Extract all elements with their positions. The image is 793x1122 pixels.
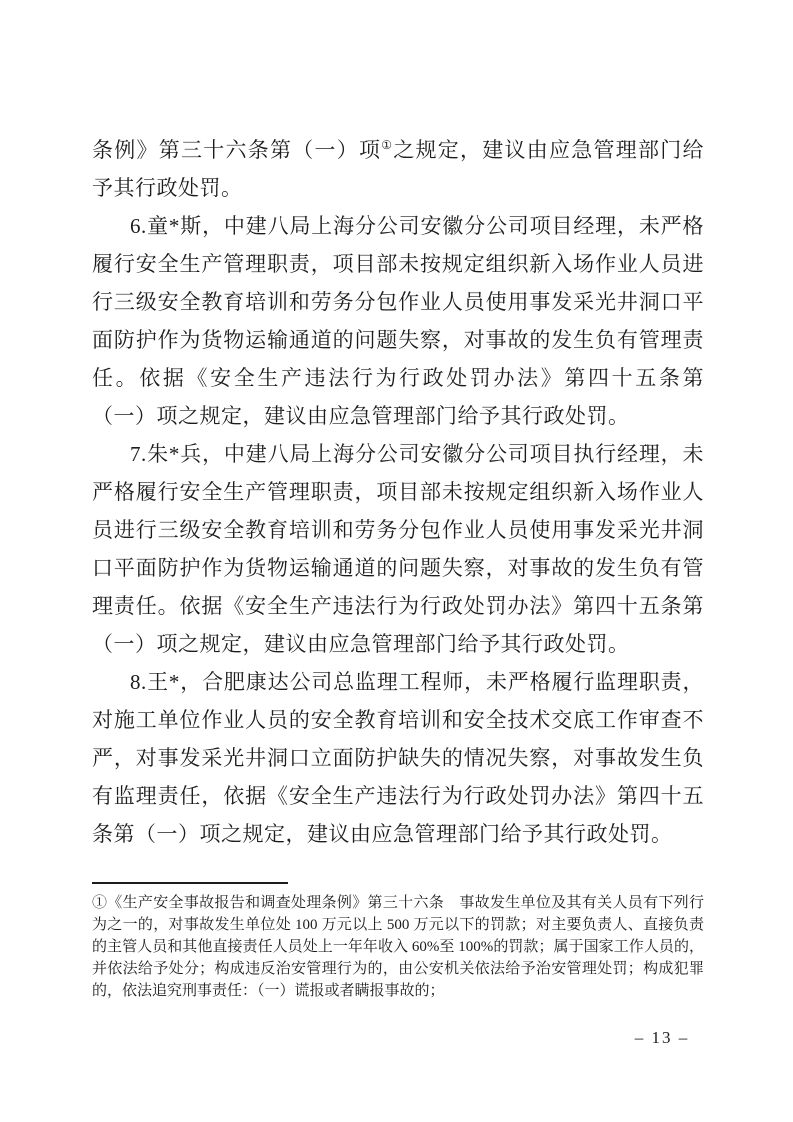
footnote-reference-mark: ① xyxy=(381,138,394,152)
paragraph-item-6: 6.童*斯，中建八局上海分公司安徽分公司项目经理，未严格履行安全生产管理职责，项目部未按规定组织新入场作业人员进行三级安全教育培训和劳务分包作业人员使用事发采光井洞口平面防护作为货物运输通道的问题失察，对事故的发生负有管理责任。依据《安全生产违法行为行政处罚办法》第四十五条第（一）项之规定，建议由应急管理部门给予其行政处罚。 xyxy=(92,214,704,428)
footnote-text: ①《生产安全事故报告和调查处理条例》第三十六条 事故发生单位及其有关人员有下列行为之一的，对事故发生单位处 100 万元以上 500 万元以下的罚款；对主要负责人、直接负责的主管人员和其他直接责任人员处上一年年收入 60%至 100%的罚款；属于国家工作人员的，并依法给予处分；构成违反治安管理行为的，由公安机关依法给予治安管理处罚；构成犯罪的，依法追究刑事责任：（一）谎报或者瞒报事故的； xyxy=(92,895,704,999)
document-body xyxy=(92,131,704,853)
paragraph-continuation xyxy=(92,131,704,207)
paragraph-item-8: 8.王*，合肥康达公司总监理工程师，未严格履行监理职责，对施工单位作业人员的安全教育培训和安全技术交底工作审查不严，对事发采光井洞口立面防护缺失的情况失察，对事故发生负有监理责任，依据《安全生产违法行为行政处罚办法》第四十五条第（一）项之规定，建议由应急管理部门给予其行政处罚。 xyxy=(92,670,704,846)
paragraph-item-7: 7.朱*兵，中建八局上海分公司安徽分公司项目执行经理，未严格履行安全生产管理职责，项目部未按规定组织新入场作业人员进行三级安全教育培训和劳务分包作业人员使用事发采光井洞口平面防护作为货物运输通道的问题失察，对事故的发生负有管理责任。依据《安全生产违法行为行政处罚办法》第四十五条第（一）项之规定，建议由应急管理部门给予其行政处罚。 xyxy=(92,442,704,656)
footnote-area xyxy=(92,882,704,1002)
continuation-text-before-ref: 条例》第三十六条第（一）项 xyxy=(92,138,382,162)
footnote-separator-line xyxy=(92,882,288,884)
page-number: – 13 – xyxy=(634,1028,690,1047)
continuation-text-after-ref: 之规定，建议由应急管理部门给予其行政处罚。 xyxy=(92,138,705,200)
